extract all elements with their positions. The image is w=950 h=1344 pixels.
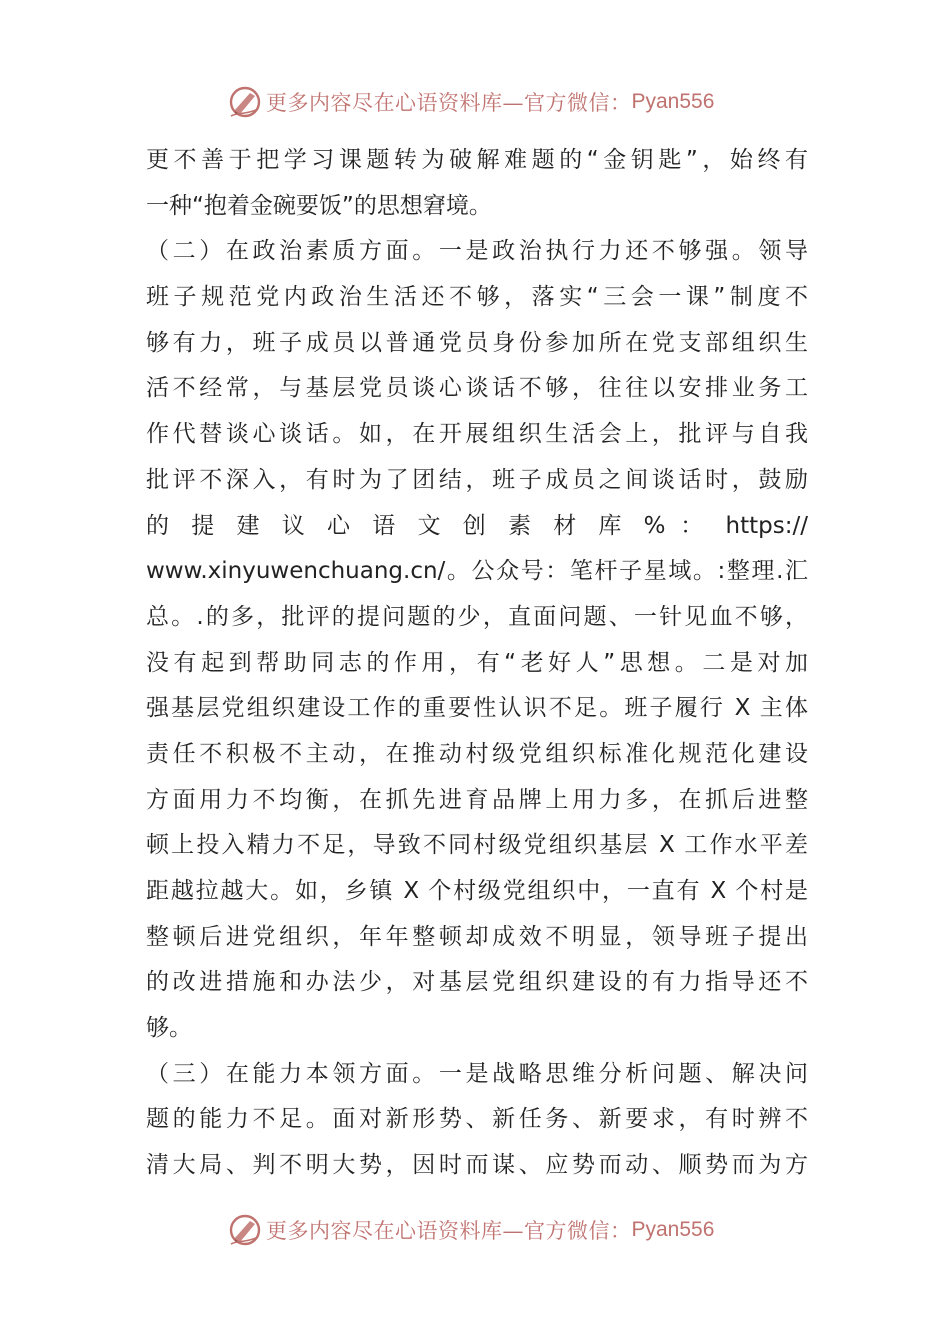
text-line: 整顿后进党组织，年年整顿却成效不明显，领导班子提出	[146, 923, 808, 950]
text-line: 没有起到帮助同志的作用，有“老好人”思想。二是对加	[146, 649, 808, 676]
text-line: 清大局、判不明大势，因时而谋、应势而动、顺势而为方	[146, 1152, 808, 1179]
text-line: 总。.的多，批评的提问题的少，直面问题、一针见血不够，	[146, 603, 808, 630]
text-line: 批评不深入，有时为了团结，班子成员之间谈话时，鼓励	[146, 466, 808, 493]
text-line: 方面用力不均衡，在抓先进育品牌上用力多，在抓后进整	[146, 786, 808, 813]
text-line: 更不善于把学习课题转为破解难题的“金钥匙”，始终有	[146, 147, 808, 173]
text-line: 距越拉越大。如，乡镇 X 个村级党组织中，一直有 X 个村是	[146, 878, 808, 904]
pen-logo-icon	[228, 85, 262, 119]
pen-logo-icon	[228, 1213, 262, 1247]
footer-watermark-text: 更多内容尽在心语资料库—官方微信：	[266, 1219, 632, 1243]
text-line: 够有力，班子成员以普通党员身份参加所在党支部组织生	[146, 329, 808, 356]
header-watermark	[0, 82, 950, 122]
footer-watermark-brand: Pyan556	[631, 1218, 715, 1241]
document-body	[146, 138, 808, 1189]
text-line: 责任不积极不主动，在推动村级党组织标准化规范化建设	[146, 740, 808, 767]
text-line: 一种“抱着金碗要饭”的思想窘境。	[146, 192, 492, 219]
header-watermark-text: 更多内容尽在心语资料库—官方微信：	[266, 91, 632, 115]
text-line: 活不经常，与基层党员谈心谈话不够，往往以安排业务工	[146, 375, 808, 402]
text-line: （二）在政治素质方面。一是政治执行力还不够强。领导	[146, 238, 808, 265]
text-line: 的 提 建 议 心 语 文 创 素 材 库 % ： https://	[146, 512, 808, 539]
header-watermark-brand: Pyan556	[631, 90, 715, 113]
text-line: （三）在能力本领方面。一是战略思维分析问题、解决问	[146, 1060, 808, 1087]
text-line: 强基层党组织建设工作的重要性认识不足。班子履行 X 主体	[146, 695, 808, 722]
text-line: www.xinyuwenchuang.cn/。公众号：笔杆子星域。:整理.汇	[146, 558, 808, 585]
text-line: 的改进措施和办法少，对基层党组织建设的有力指导还不	[146, 969, 808, 996]
text-line: 顿上投入精力不足，导致不同村级党组织基层 X 工作水平差	[146, 832, 808, 859]
text-line: 班子规范党内政治生活还不够，落实“三会一课”制度不	[146, 284, 808, 311]
footer-watermark	[0, 1210, 950, 1250]
text-line: 够。	[146, 1015, 192, 1042]
text-line: 作代替谈心谈话。如，在开展组织生活会上，批评与自我	[146, 421, 808, 448]
text-line: 题的能力不足。面对新形势、新任务、新要求，有时辨不	[146, 1106, 808, 1133]
